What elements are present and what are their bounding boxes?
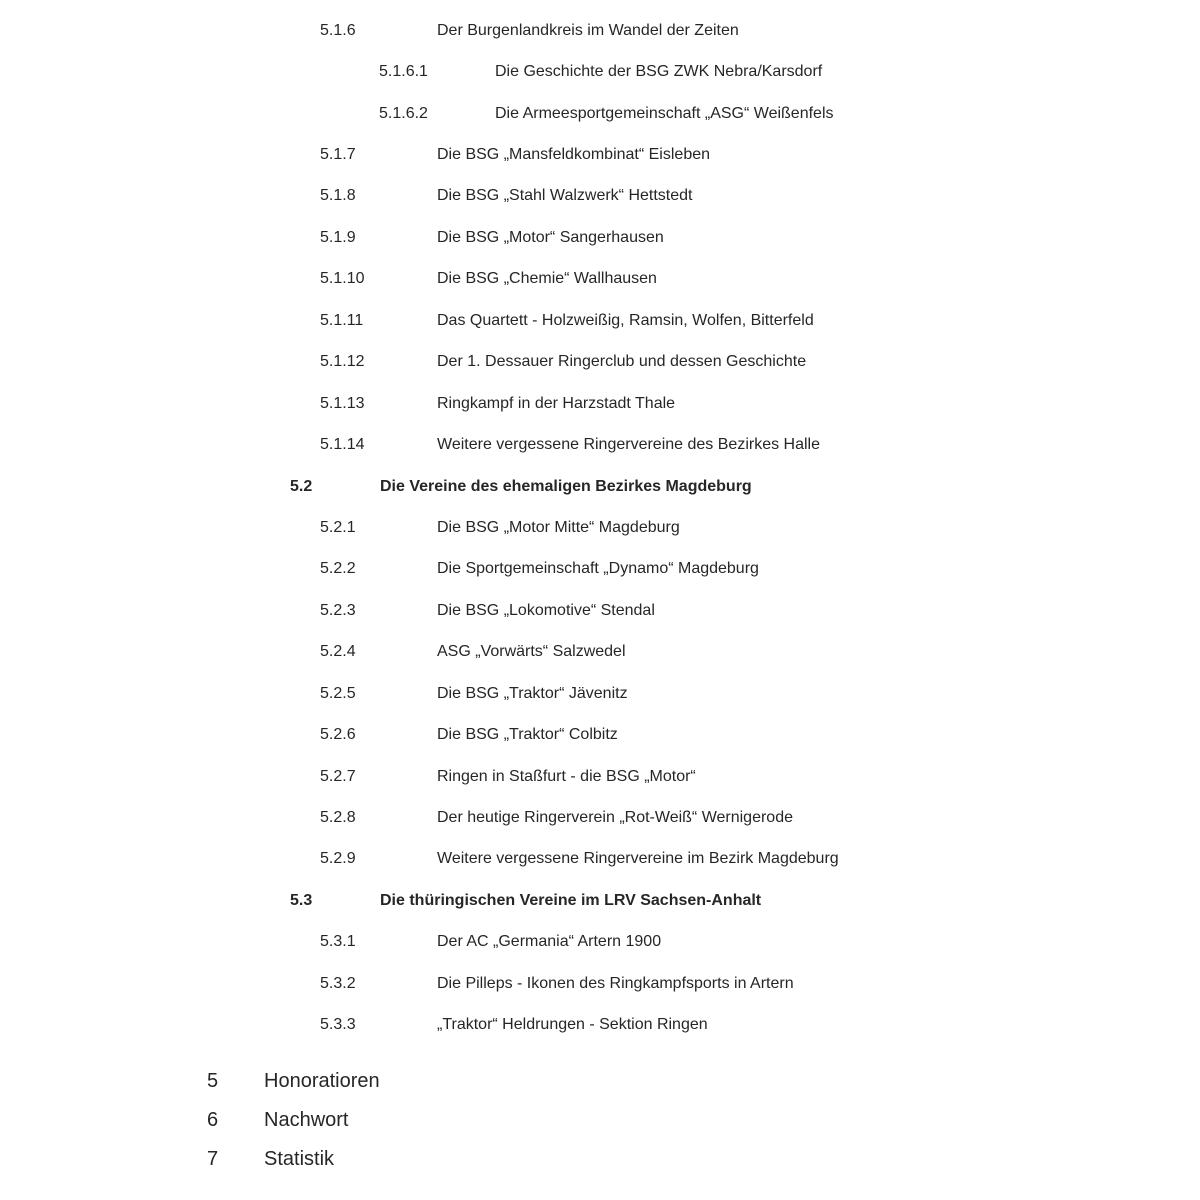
toc-entry-title: Weitere vergessene Ringervereine im Bezirk Magdeburg — [437, 850, 839, 868]
toc-entry — [0, 922, 1200, 963]
toc-entry — [0, 10, 1200, 51]
toc-entry-number: 5.2.9 — [320, 850, 356, 868]
toc-entry — [0, 300, 1200, 341]
toc-entry — [0, 839, 1200, 880]
toc-entry-title: ASG „Vorwärts“ Salzwedel — [437, 643, 626, 661]
toc-entry-number: 5.1.9 — [320, 228, 356, 246]
chapter-entry-number: 6 — [207, 1109, 219, 1131]
toc-entry-title: Der 1. Dessauer Ringerclub und dessen Geschichte — [437, 353, 807, 371]
toc-entry-title: Die BSG „Traktor“ Colbitz — [437, 726, 618, 744]
toc-entry-number: 5.1.12 — [320, 353, 365, 371]
toc-entry-title: Die BSG „Mansfeldkombinat“ Eisleben — [437, 146, 711, 164]
chapter-entry-title: Nachwort — [264, 1109, 349, 1131]
toc-entry-title: Die Geschichte der BSG ZWK Nebra/Karsdorf — [495, 63, 823, 81]
toc-entry — [0, 466, 1200, 507]
toc-entry-number: 5.1.6.2 — [379, 104, 428, 122]
chapter-entry-title: Honoratioren — [264, 1070, 380, 1092]
toc-entry — [0, 134, 1200, 175]
toc-entry-number: 5.1.10 — [320, 270, 365, 288]
chapter-entry-number: 7 — [207, 1148, 219, 1170]
toc-entry-title: Der AC „Germania“ Artern 1900 — [437, 933, 662, 951]
toc-entry — [0, 880, 1200, 921]
toc-entry-title: Die Sportgemeinschaft „Dynamo“ Magdeburg — [437, 560, 759, 578]
toc-entry-number: 5.1.6.1 — [379, 63, 428, 81]
toc-entry — [0, 342, 1200, 383]
toc-entry-number: 5.3.2 — [320, 974, 356, 992]
toc-entry-title: Die BSG „Traktor“ Jävenitz — [437, 684, 628, 702]
toc-entry — [0, 590, 1200, 631]
toc-entry — [0, 963, 1200, 1004]
toc-entry-title: Ringen in Staßfurt - die BSG „Motor“ — [437, 767, 696, 785]
toc-entry-title: Die BSG „Lokomotive“ Stendal — [437, 601, 655, 619]
toc-entry — [0, 756, 1200, 797]
toc-entry-number: 5.3.1 — [320, 933, 356, 951]
toc-entry-number: 5.2.3 — [320, 601, 356, 619]
chapter-entry-number: 5 — [207, 1070, 219, 1092]
toc-entry-number: 5.2 — [290, 477, 313, 495]
chapter-entry-title: Statistik — [264, 1148, 335, 1170]
toc-entry — [0, 217, 1200, 258]
toc-entry-number: 5.2.5 — [320, 684, 356, 702]
toc-entry-number: 5.2.6 — [320, 726, 356, 744]
toc-entry — [0, 507, 1200, 548]
chapter-entry — [0, 1140, 1200, 1179]
toc-entry-number: 5.1.13 — [320, 394, 365, 412]
toc-entry — [0, 1005, 1200, 1046]
toc-entry-title: Die BSG „Motor Mitte“ Magdeburg — [437, 518, 680, 536]
toc-entry-title: Die thüringischen Vereine im LRV Sachsen-Anhalt — [380, 891, 762, 909]
toc-entry — [0, 176, 1200, 217]
toc-entry-title: „Traktor“ Heldrungen - Sektion Ringen — [437, 1016, 708, 1034]
toc-entry-title: Ringkampf in der Harzstadt Thale — [437, 394, 676, 412]
toc-entry-title: Der Burgenlandkreis im Wandel der Zeiten — [437, 21, 739, 39]
toc-entry — [0, 549, 1200, 590]
toc-entry — [0, 93, 1200, 134]
toc-entry-title: Die Vereine des ehemaligen Bezirkes Magdeburg — [380, 477, 752, 495]
toc-entry-number: 5.1.14 — [320, 436, 365, 454]
toc-entry-title: Das Quartett - Holzweißig, Ramsin, Wolfen, Bitterfeld — [437, 311, 814, 329]
toc-entry-number: 5.2.7 — [320, 767, 356, 785]
chapter-list — [0, 1062, 1200, 1179]
toc-entry-number: 5.3 — [290, 891, 313, 909]
toc-entry-title: Die Pilleps - Ikonen des Ringkampfsports in Artern — [437, 974, 794, 992]
chapter-entry — [0, 1062, 1200, 1101]
toc-entry-number: 5.1.7 — [320, 146, 356, 164]
toc-entry-number: 5.3.3 — [320, 1016, 356, 1034]
toc-entry — [0, 673, 1200, 714]
toc-entry — [0, 632, 1200, 673]
toc-entry-title: Die BSG „Stahl Walzwerk“ Hettstedt — [437, 187, 693, 205]
toc-entry-number: 5.2.1 — [320, 518, 356, 536]
toc-entry — [0, 259, 1200, 300]
toc-entry-title: Die Armeesportgemeinschaft „ASG“ Weißenfels — [495, 104, 834, 122]
toc-entry-number: 5.1.11 — [320, 311, 364, 329]
toc-entry-number: 5.2.2 — [320, 560, 356, 578]
toc-entry-title: Weitere vergessene Ringervereine des Bezirkes Halle — [437, 436, 820, 454]
toc-entry-number: 5.2.8 — [320, 809, 356, 827]
toc-entry-title: Die BSG „Motor“ Sangerhausen — [437, 228, 664, 246]
toc-entry — [0, 714, 1200, 755]
toc-entry-number: 5.1.6 — [320, 21, 356, 39]
toc-entry-number: 5.1.8 — [320, 187, 356, 205]
toc-entry — [0, 424, 1200, 465]
chapter-entry — [0, 1101, 1200, 1140]
toc-entry-title: Der heutige Ringerverein „Rot-Weiß“ Wernigerode — [437, 809, 793, 827]
toc-list — [0, 10, 1200, 1046]
toc-entry-number: 5.2.4 — [320, 643, 356, 661]
toc-entry — [0, 383, 1200, 424]
toc-entry-title: Die BSG „Chemie“ Wallhausen — [437, 270, 657, 288]
toc-entry — [0, 797, 1200, 838]
toc-entry — [0, 51, 1200, 92]
